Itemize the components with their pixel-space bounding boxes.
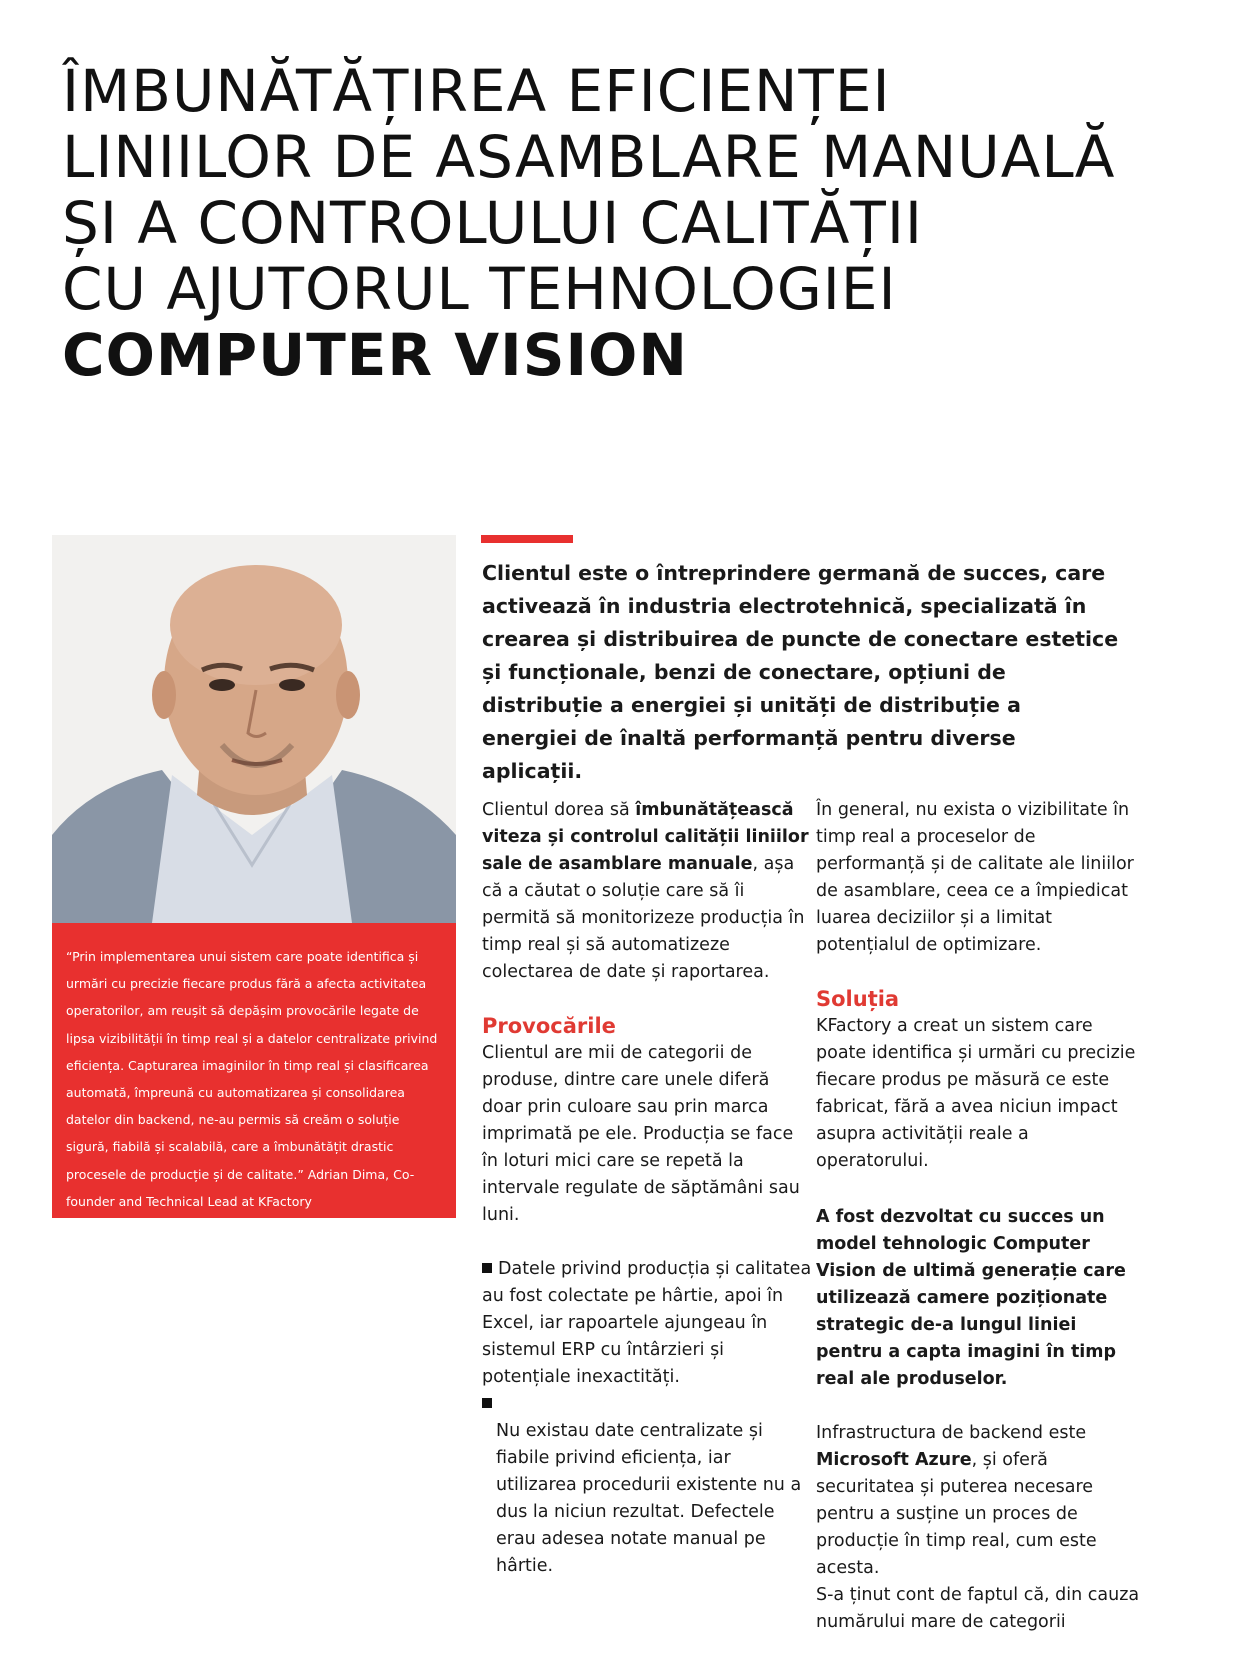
section-heading-provocari: Provocările	[482, 1014, 616, 1038]
bold-span: Microsoft Azure	[816, 1450, 972, 1470]
challenges-paragraph: Clientul are mii de categorii de produse, dintre care unele diferă doar prin culoare sau prin marca imprimată pe ele. Producția se face în loturi mici care se repetă la intervale regulate de săptămâni sau luni.	[482, 1043, 800, 1225]
visibility-paragraph: În general, nu exista o vizibilitate în timp real a proceselor de performanță și de calitate ale liniilor de asamblare, ceea ce a împiedicat luarea deciziilor și a limitat potențialul de optimizare.	[816, 800, 1134, 955]
text-span: Clientul dorea să	[482, 800, 636, 820]
portrait-photo	[52, 535, 456, 923]
testimonial-quote: “Prin implementarea unui sistem care poate identifica și urmări cu precizie fiecare produs fără a afecta activitatea operatorilor, am reușit să depășim provocările legate de lipsa vizibilității în timp real și a datelor centralizate privind eficiența. Capturarea imaginilor în timp real și clasificarea automată, împreună cu automatizarea și consolidarea datelor din backend, ne-au permis să creăm o soluție sigură, fiabilă și scalabilă, care a îmbunătățit drastic procesele de producție și de calitate.” Adrian Dima, Co-founder and Technical Lead at KFactory	[66, 949, 438, 1209]
title-line: ÎMBUNĂTĂȚIREA EFICIENȚEI	[62, 57, 891, 125]
title-line: CU AJUTORUL TEHNOLOGIEI	[62, 255, 897, 323]
bold-span: îmbunătățească viteza și controlul calității liniilor sale de asamblare manuale	[482, 800, 809, 874]
right-text-column	[816, 797, 1146, 1636]
computer-vision-paragraph: A fost dezvoltat cu succes un model tehnologic Computer Vision de ultimă generație care utilizează camere poziționate strategic de-a lungul liniei pentru a capta imagini în timp real ale produselor.	[816, 1207, 1126, 1389]
bullet-square-icon	[482, 1398, 492, 1408]
bullet-square-icon	[482, 1263, 492, 1273]
bullet-text: Nu existau date centralizate și fiabile privind eficiența, iar utilizarea procedurii existente nu a dus la niciun rezultat. Defectele erau adesea notate manual pe hârtie.	[496, 1421, 802, 1576]
text-span: Infrastructura de backend este	[816, 1423, 1087, 1443]
title-bold-line: COMPUTER VISION	[62, 321, 688, 389]
title-line: ȘI A CONTROLULUI CALITĂȚII	[62, 189, 924, 257]
text-span: , așa că a căutat o soluție care să îi permită să monitorizeze producția în timp real și să automatizeze colectarea de date și raportarea.	[482, 854, 805, 982]
left-text-column	[482, 797, 812, 1580]
portrait-illustration	[52, 535, 456, 923]
backend-paragraph	[816, 1420, 1146, 1582]
solution-paragraph: KFactory a creat un sistem care poate identifica și urmări cu precizie fiecare produs pe măsură ce este fabricat, fără a avea niciun impact asupra activității reale a operatorului.	[816, 1016, 1136, 1171]
intro-paragraph: Clientul este o întreprindere germană de succes, care activează în industria electrotehnică, specializată în crearea și distribuirea de puncte de conectare estetice și funcționale, benzi de conectare, opțiuni de distribuție a energiei și unități de distribuție a energiei de înaltă performanță pentru diverse aplicații.	[482, 561, 1119, 783]
bullet-text-continued	[482, 1418, 812, 1580]
bullet-text: Datele privind producția și calitatea au fost colectate pe hârtie, apoi în Excel, iar rapoartele ajungeau în sistemul ERP cu întârzieri și potențiale inexactități.	[482, 1259, 812, 1387]
quote-box	[52, 923, 456, 1218]
continuation-paragraph: S-a ținut cont de faptul că, din cauza numărului mare de categorii	[816, 1585, 1140, 1632]
client-goal-paragraph	[482, 797, 812, 986]
section-heading-solutia: Soluția	[816, 987, 900, 1011]
title-line: LINIILOR DE ASAMBLARE MANUALĂ	[62, 123, 1116, 191]
page-title	[62, 58, 1202, 388]
text-span: , și oferă securitatea și puterea necesare pentru a susține un proces de producție în timp real, cum este acesta.	[816, 1450, 1097, 1578]
accent-divider	[481, 535, 573, 543]
bullet-item	[482, 1256, 812, 1391]
bullet-item	[482, 1391, 812, 1418]
